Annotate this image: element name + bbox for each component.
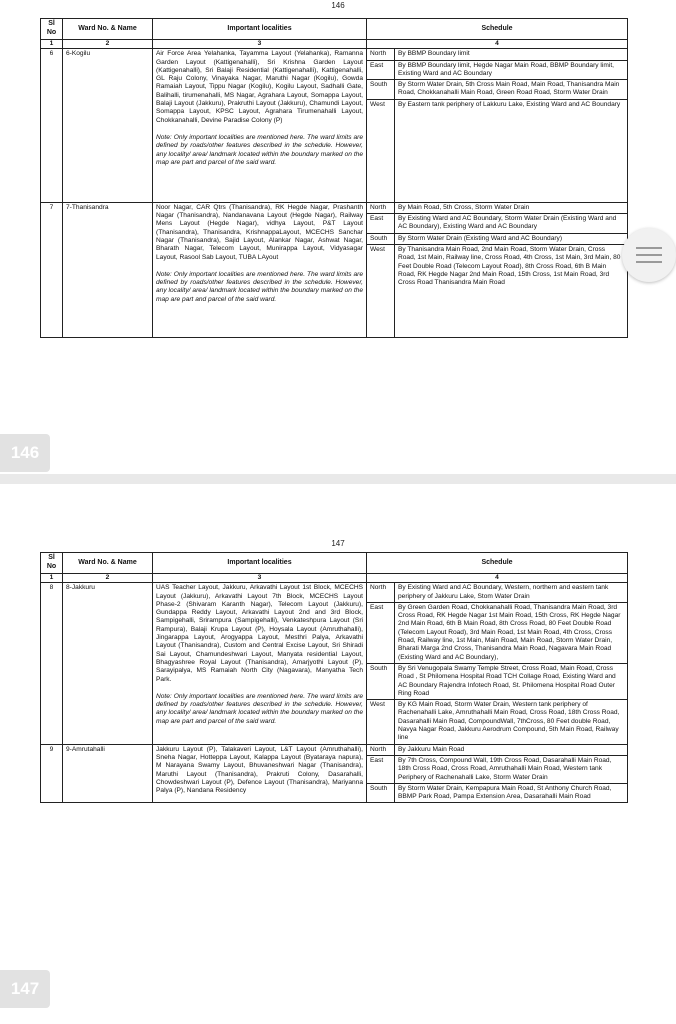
page-number: 147 [331, 539, 345, 548]
schedule-text: By Green Garden Road, Chokkanahalli Road, Thanisandra Main Road, 3rd Cross Road, RK Hegde Nagar 1st Main Road, 15th Cross, RK Hegde Nagar 2nd Main Road, 6th B Main Road, 8th Cross Road, 80 Feet Double Road (Telecom Layout Road), 3rd Main Road, 1st Main Road, 4th Cross, Cross Road, Railway line, 1st Main, Main Road, Main Road, Storm Water Drain, Bharati Marga 2nd Cross, Thanisandra Main Road, Nagavara Main Road (Existing Ward and AC Boundary), [395, 602, 628, 663]
page-number: 146 [331, 1, 345, 10]
schedule-table [40, 18, 628, 338]
column-number: 2 [63, 574, 153, 583]
sl-number: 7 [41, 202, 63, 337]
note-text: Note: Only important localities are mentioned here. The ward limits are defined by roads/other features described in the schedule. However, any locality/ area/ landmark located within the boundary marked on the map are part and parcel of the said ward. [156, 133, 363, 166]
localities-cell [153, 202, 367, 337]
direction-label: West [367, 700, 395, 744]
localities-text: Noor Nagar, CAR Qtrs (Thanisandra), RK Hegde Nagar, Prashanth Nagar (Thanisandra), Nandanavana Layout (Hegde Nagar), Railway Mens Layout (Hegde Nagar), vidhya Layout, P&T Layout (Thanisandra), Thanisandra, KrishnappaLayout, MCECHS Sanchar Nagar (Thanisandra), Sajid Layout, Alankar Nagar, Ashwat Nagar, Bharath Nagar, Telecom Layout, Munirappa Layout, Vidyasagar Layout, Rasool Sab Layout, TUBA LAyout [156, 203, 363, 261]
direction-label: East [367, 60, 395, 80]
schedule-text: By BBMP Boundary limit [395, 49, 628, 60]
note-text: Note: Only important localities are mentioned here. The ward limits are defined by roads/other features described in the schedule. However, any locality/ area/ landmark located within the boundary marked on the map are part and parcel of the said ward. [156, 692, 363, 725]
direction-label: North [367, 202, 395, 213]
schedule-text: By Thanisandra Main Road, 2nd Main Road, Storm Water Drain, Cross Road, 1st Main, Railway line, Cross Road, 4th Cross, 1st Main, 3rd Main, 80 Feet Double Road (Telecom Layout Road), 8th Cross Road, 6th B Main Road, RK Hegde Nagar 2nd Main Road, 15th Cross, 1st Main Road, 3rd Cross Road Thanisandra Main Road [395, 244, 628, 337]
header-row [41, 19, 628, 40]
direction-label: East [367, 602, 395, 663]
localities-text: Air Force Area Yelahanka, Tayamma Layout (Yelahanka), Ramanna Garden Layout (Kattigenahalli), Sri Krishna Garden Layout (Kattigenahalli), Sri Balaji Residential (Kattigenahalli), Kattigenahalli, GL Raju Colony, Vinayaka Nagar, Maruthi Nagar (Kogilu), Gowda Ramaiah Layout, Tippu Nagar (Kogilu), Kogilu Layout, Sadhalli Gate, Balihalli, tirumenahalli, MS Nagar, Agrahara Layout, Somappa Layout, Balaji Layout (Jakkuru), Prakruthi Layout (Jakkuru), Chamundi Layout, Somappa Layout, KPSC Layout, Agrahara Tirumenahalli Layout, Chokkanahalli, Devine Paradise Colony (P) [156, 50, 363, 124]
schedule-text: By Existing Ward and AC Boundary, Western, northern and eastern tank periphery of Jakkuru Lake, Stom Water Drain [395, 583, 628, 603]
page-146 [0, 0, 676, 474]
schedule-table [40, 552, 628, 803]
schedule-text: By Jakkuru Main Road [395, 744, 628, 755]
menu-line [636, 254, 662, 256]
column-number: 1 [41, 40, 63, 49]
header-schedule: Schedule [367, 553, 628, 574]
table-row [41, 202, 628, 213]
column-number: 3 [153, 40, 367, 49]
schedule-text: By Sri Venugopala Swamy Temple Street, Cross Road, Main Road, Cross Road , St Philomena Hospital Road TCH Collage Road, Existing Ward and AC Boundary Rajendra Infotech Road, St. Philomena Hospital Road Outer Ring Road [395, 663, 628, 699]
column-number: 4 [367, 574, 628, 583]
localities-cell [153, 49, 367, 202]
column-number-row [41, 40, 628, 49]
direction-label: North [367, 583, 395, 603]
direction-label: South [367, 80, 395, 100]
header-ward: Ward No. & Name [63, 553, 153, 574]
table-row [41, 744, 628, 755]
direction-label: West [367, 99, 395, 202]
header-ward: Ward No. & Name [63, 19, 153, 40]
ward-name: 9-Amrutahalli [63, 744, 153, 803]
schedule-text: By KG Main Road, Storm Water Drain, Western tank periphery of Rachenahalli Lake, Amruthahalli Main Road, Cross Road, 18th Cross Road, Dasarahalli Main Road, CompoundWall, 7thCross, 80 Feet double Road, Navya Nagar Road, Jakkuru Aerodrum Compound, 5th Main Road, Railway line [395, 700, 628, 744]
column-number: 4 [367, 40, 628, 49]
schedule-text: By 7th Cross, Compound Wall, 19th Cross Road, Dasarahalli Main Road, 18th Cross Road, Cross Road, Amruthahalli Main Road, Western tank Periphery of Rachenahalli Lake, Storm Water Drain [395, 755, 628, 783]
localities-text: UAS Teacher Layout, Jakkuru, Arkavathi Layout 1st Block, MCECHS Layout (Jakkuru), Arkavathi Layout 7th Block, MCECHS Layout Phase-2 (Shivaram Karanth Nagar), Telecom Layout (Jakkuru), Gundappa Reddy Layout, Arkavathi Layout 2nd and 3rd Block, Sampigehalli, Srirampura (Sampigehalli), Venkateshpura Layout (Sri Rampura), Balaji Krupa Layout (P), Hoysala Layout (Amruthahalli), Jingarappa Layout, Arogyappa Layout, Mesthri Palya, Arkavathi Layout (Thanisandra), Custom and Central Excise Layout, Sri Shiradi Sai Layout, Chamundeshwari Layout, Manyata residential Layout, Bhagyashree Royal Layout (Thanisandra), Amarjyothi Layout (P), Sarayipalya, MS Ramaiah North City (Nagavara), Manyatha Tech Park. [156, 584, 363, 683]
note-text: Note: Only important localities are mentioned here. The ward limits are defined by roads/other features described in the schedule. However, any locality/ area/ landmark located within the boundary marked on the map are part and parcel of the said ward. [156, 270, 363, 303]
direction-label: East [367, 214, 395, 234]
direction-label: South [367, 233, 395, 244]
ward-name: 6-Kogilu [63, 49, 153, 202]
menu-line [636, 261, 662, 263]
schedule-text: By Storm Water Drain, Kempapura Main Road, St Anthony Church Road, BBMP Park Road, Pampa Extension Area, Dasarahalli Main Road [395, 783, 628, 803]
schedule-text: By Storm Water Drain, 5th Cross Main Road, Main Road, Thanisandra Main Road, Chokkanahalli Main Road, Green Road Road, Storm Water Drain [395, 80, 628, 100]
table-row [41, 49, 628, 60]
column-number: 2 [63, 40, 153, 49]
schedule-text: By Main Road, 5th Cross, Storm Water Drain [395, 202, 628, 213]
direction-label: South [367, 783, 395, 803]
ward-name: 7-Thanisandra [63, 202, 153, 337]
direction-label: East [367, 755, 395, 783]
direction-label: North [367, 744, 395, 755]
header-schedule: Schedule [367, 19, 628, 40]
direction-label: South [367, 663, 395, 699]
table-row [41, 583, 628, 603]
sl-number: 8 [41, 583, 63, 744]
column-number: 1 [41, 574, 63, 583]
page-badge[interactable]: 146 [0, 434, 50, 472]
schedule-text: By Existing Ward and AC Boundary, Storm Water Drain (Existing Ward and AC Boundary), Existing Ward and AC Boundary [395, 214, 628, 234]
localities-text: Jakkuru Layout (P), Talakaveri Layout, L&T Layout (Amruthahalli), Sneha Nagar, Hotteppa Layout, Kalappa Layout (Byataraya napura), M Narayana Swamy Layout, Bhuvaneshwari Nagar (Thanisandra), Maruthi Layout (Thanisandra), Prakruti Colony, Dasarahalli, Chowdeshwari Layout (P), Defence Layout (Thanisandra), Mariyanna Palya (P), Nandana Residency [156, 745, 363, 795]
page-badge[interactable]: 147 [0, 970, 50, 1008]
header-localities: Important localities [153, 19, 367, 40]
ward-name: 8-Jakkuru [63, 583, 153, 744]
page-147 [0, 484, 676, 1024]
header-localities: Important localities [153, 553, 367, 574]
sl-number: 6 [41, 49, 63, 202]
direction-label: North [367, 49, 395, 60]
header-sl: Sl No [41, 553, 63, 574]
schedule-text: By Storm Water Drain (Existing Ward and AC Boundary) [395, 233, 628, 244]
column-number-row [41, 574, 628, 583]
menu-line [636, 247, 662, 249]
schedule-text: By Eastern tank periphery of Lakkuru Lake, Existing Ward and AC Boundary [395, 99, 628, 202]
localities-cell [153, 744, 367, 803]
localities-cell [153, 583, 367, 744]
header-row [41, 553, 628, 574]
sl-number: 9 [41, 744, 63, 803]
header-sl: Sl No [41, 19, 63, 40]
direction-label: West [367, 244, 395, 337]
schedule-text: By BBMP Boundary limit, Hegde Nagar Main Road, BBMP Boundary limit, Existing Ward and AC Boundary [395, 60, 628, 80]
page-separator [0, 474, 676, 484]
menu-icon[interactable] [622, 228, 676, 282]
column-number: 3 [153, 574, 367, 583]
